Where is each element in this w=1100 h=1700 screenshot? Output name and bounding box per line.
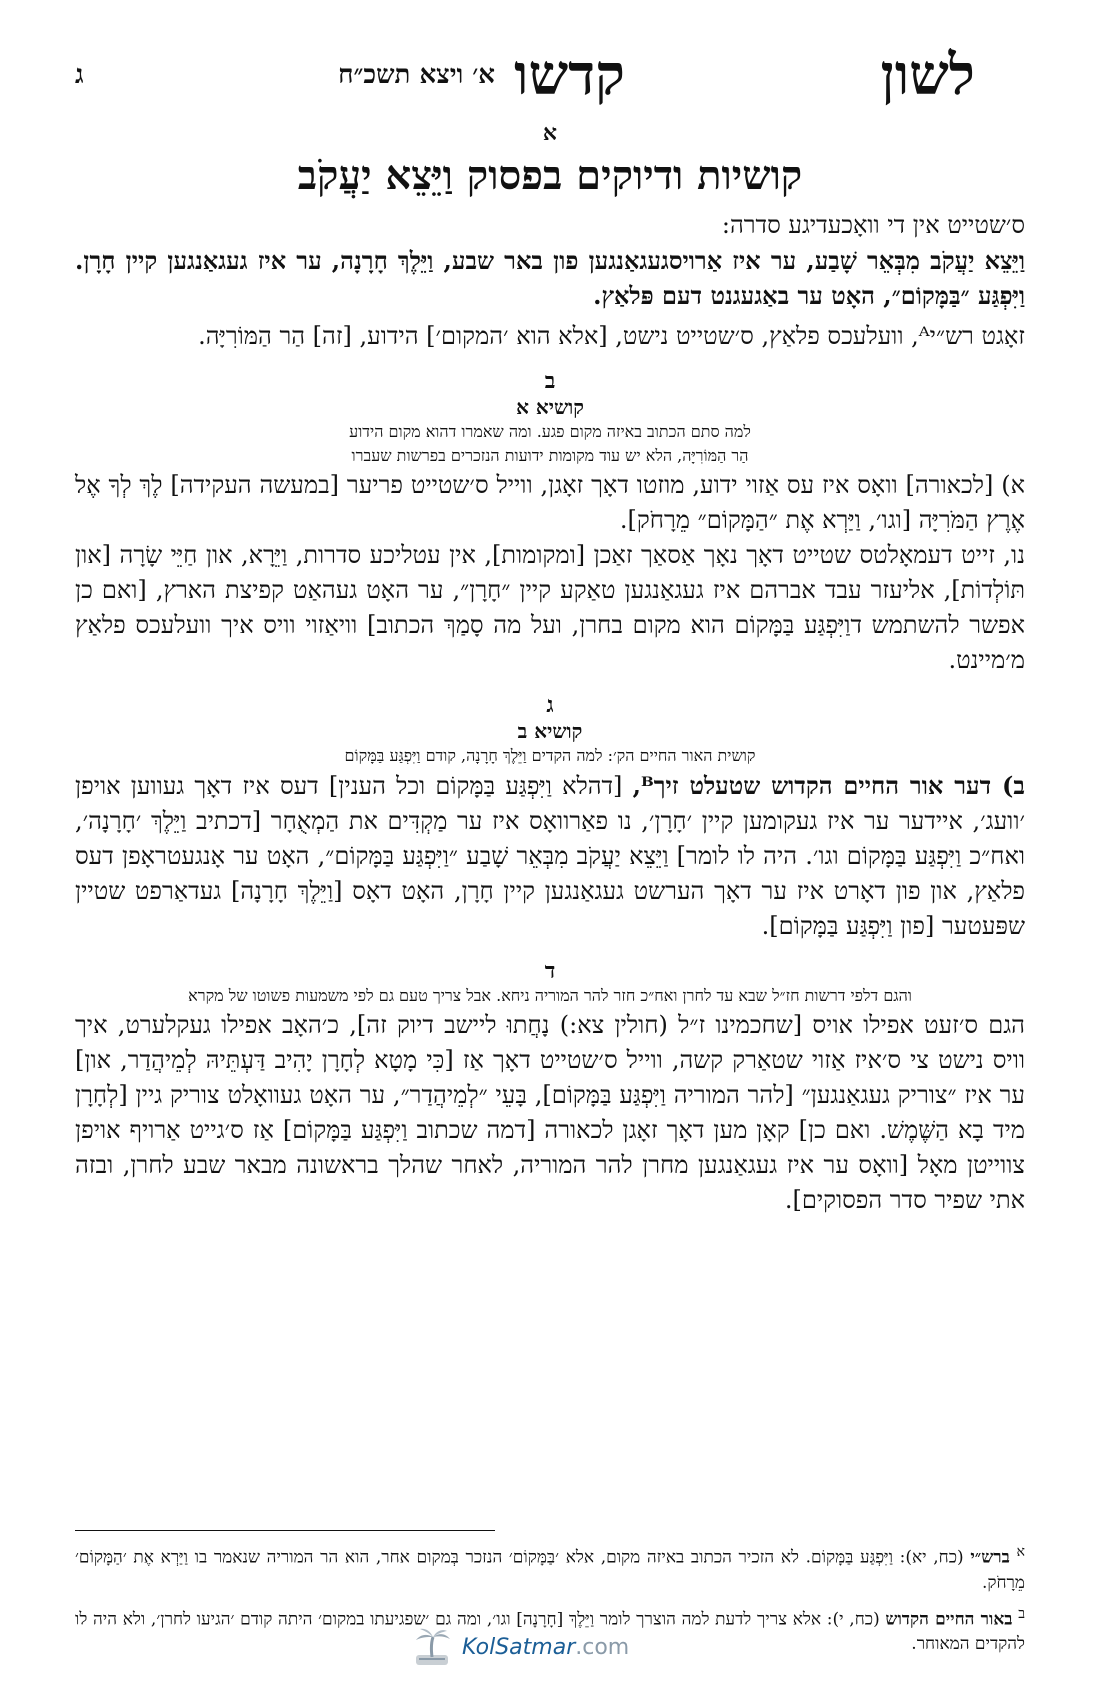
- main-title: קושיות ודיוקים בפסוק וַיֵּצֵא יַעֲקֹב: [297, 152, 803, 199]
- section-c-letter: ג: [546, 692, 554, 718]
- header-title-right: לשון: [880, 42, 975, 108]
- footnote-1-mark: א: [1016, 1544, 1025, 1560]
- section-b-paragraph-1: א) [לכאורה] וואָס איז עס אַזוי ידוע, מוזטו דאָך זאָגן, ווייל ס׳שטייט פריער [במעשה העקידה] לֶךְ לְךָ אֶל אֶרֶץ הַמֹּרִיָּה [וגו׳, וַיַּרְא אֶת ״הַמָּקוֹם״ מֵרָחֹק].: [75, 471, 1025, 534]
- palm-tree-icon: [410, 1625, 454, 1669]
- footnote-1-source: ברש״י: [970, 1547, 1010, 1568]
- page-number: ג: [75, 60, 84, 90]
- footnote-1: [75, 1540, 1025, 1596]
- section-c-subtitle: קושית האור החיים הק׳: למה הקדים וַיֵּלֶךְ חָרָנָה, קודם וַיִּפְגַּע בַּמָּקוֹם: [344, 746, 756, 765]
- section-b-paragraph-2: נו, זייט דעמאָלטס שטייט דאָך נאָך אַסאַך זאַכן [ומקומות], אין עטליכע סדרות, וַיֵּרָא, און חַיֵּי שָׂרָה [און תּוֹלְדוֹת], אליעזר עבד אברהם איז געגאַנגען טאַקע קיין ״חָרָן״, ער האָט געהאַט קפיצת הארץ, [ואם כן אפשר להשתמש דוַיִּפְגַּע בַּמָּקוֹם הוא מקום בחרן, ועל מה סָמַךְ הכתוב] וויאַזוי וויס איך וועלעכס פלאַץ מ׳מיינט.: [75, 541, 1025, 674]
- section-b-letter: ב: [544, 368, 556, 394]
- section-a-verse: וַיֵּצֵא יַעֲקֹב מִבְּאֵר שָׁבַע, ער איז אַרויסגעגאַנגען פון באר שבע, וַיֵּלֶךְ חָרָנָה, ער איז געגאַנגען קיין חָרָן. וַיִּפְגַּע ״בַּמָּקוֹם״, האָט ער באַגעגנט דעם פּלאַץ.: [75, 246, 1025, 310]
- footnote-2-mark: ב: [1018, 1605, 1026, 1622]
- section-c-heading: קושיא ב: [517, 719, 583, 743]
- logo-text: KolSatmar.com: [462, 1634, 630, 1660]
- section-a-letter: א: [542, 120, 558, 146]
- footnote-2-source: באור החיים הקדוש: [885, 1609, 1013, 1630]
- section-c-text: [דהלא וַיִּפְגַּע בַּמָּקוֹם וכל הענין] דעס איז דאָך געווען אויפן ׳וועג׳, איידער ער איז געקומען קיין ׳חָרָן׳, נו פאַרוואָס איז ער מַקְדִּים את הַמְאֻחָר [דכתיב וַיֵּלֶךְ ׳חָרָנָה׳, ואח״כ וַיִּפְגַּע בַּמָּקוֹם וגו׳. היה לו לומר] וַיֵּצֵא יַעֲקֹב מִבְּאֵר שָׁבַע ״וַיִּפְגַּע בַּמָּקוֹם״, האָט ער אָנגעטראָפן דעס פלאַץ, און פון דאָרט איז ער דאָך הערשט געגאַנגען קיין חָרָן, האָט דאָס [וַיֵּלֶךְ חָרָנָה] געדאַרפט שטיין שפּעטער [פון וַיִּפְגַּע בַּמָּקוֹם].: [75, 772, 1025, 940]
- section-b-heading: קושיא א: [516, 395, 584, 419]
- site-logo: [410, 1625, 629, 1669]
- page-header: [75, 40, 1025, 120]
- section-c-paragraph: [75, 768, 1025, 944]
- section-b-subtitle-1: למה סתם הכתוב באיזה מקום פגע. ומה שאמרו דהוא מקום הידוע: [349, 422, 751, 441]
- section-d-paragraph: הגם ס׳זעט אפילו אויס [שחכמינו ז״ל (חולין צא:) נָחֲתוּ ליישב דיוק זה], כ׳האָב אפילו געקלערט, איך וויס נישט צי ס׳איז אַזוי שטאַרק קשה, ווייל ס׳שטייט דאָך אַז [כִּי מָטָא לְחָרָן יָהִיב דַּעְתֵּיהּ לְמֵיהֲדַר, און] ער איז ״צוריק געגאַנגען״ [להר המוריה וַיִּפְגַּע בַּמָּקוֹם], בָּעֵי ״לְמֵיהֲדַר״, ער האָט געוואָלט צוריק גיין [לְחָרָן מיד בָא הַשֶּׁמֶשׁ. ואם כן] קאָן מען דאָך זאָגן לכאורה [דמה שכתוב וַיִּפְגַּע בַּמָּקוֹם] אַז ס׳גייט אַרויף אויפן צווייטן מאָל [וואָס ער איז געגאַנגען מחרן להר המוריה, לאחר שהלך בראשונה מבאר שבע לחרן, ובזה אתי שפיר סדר הפסוקים].: [75, 1011, 1026, 1214]
- footnote-divider: [75, 1530, 495, 1531]
- section-d-subtitle: והגם דלפי דרשות חז״ל שבא עד לחרן ואח״כ חזר להר המוריה ניחא. אבל צריך טעם גם לפי משמעות פשוטו של מקרא: [188, 986, 912, 1005]
- document-page: [75, 40, 1025, 1680]
- section-a-intro: ס׳שטייט אין די וואָכעדיגע סדרה:: [721, 211, 1025, 239]
- header-date: א׳ ויצא תשכ״ח: [338, 60, 495, 90]
- section-d-letter: ד: [544, 958, 556, 984]
- section-b-subtitle-2: הַר הַמּוֹרִיָּה, הלא יש עוד מקומות ידועות הנזכרים בפרשות שעברו: [351, 446, 749, 465]
- header-title-middle: קדשו: [514, 42, 625, 108]
- footnote-2-text: (כח, י): אלא צריך לדעת למה הוצרך לומר וַיֵּלֶךְ [חָרָנָה] וגו׳, ומה גם ׳שפגיעתו במקום׳ היתה קודם ׳הגיעו לחרן׳, ולא היה לו להקדים המאוחר.: [75, 1609, 1025, 1655]
- section-c-lead: ב) דער אור החיים הקדוש שטעלט זיךᴮ,: [632, 771, 1025, 800]
- section-a-rashi: זאָגט רש״יᴬ, וועלעכס פלאַץ, ס׳שטייט נישט, [אלא הוא ׳המקום׳] הידוע, [זה] הַר הַמּוֹרִיָּה.: [198, 322, 1025, 350]
- footnote-1-text: (כח, יא): וַיִּפְגַּע בַּמָּקוֹם. לא הזכיר הכתוב באיזה מקום, אלא ׳בַּמָּקוֹם׳ הנזכר בְּמקום אחר, הוא הר המוריה שנאמר בו וַיַּרְא אֶת ׳הַמָּקוֹם׳ מֵרָחֹק.: [75, 1547, 1025, 1593]
